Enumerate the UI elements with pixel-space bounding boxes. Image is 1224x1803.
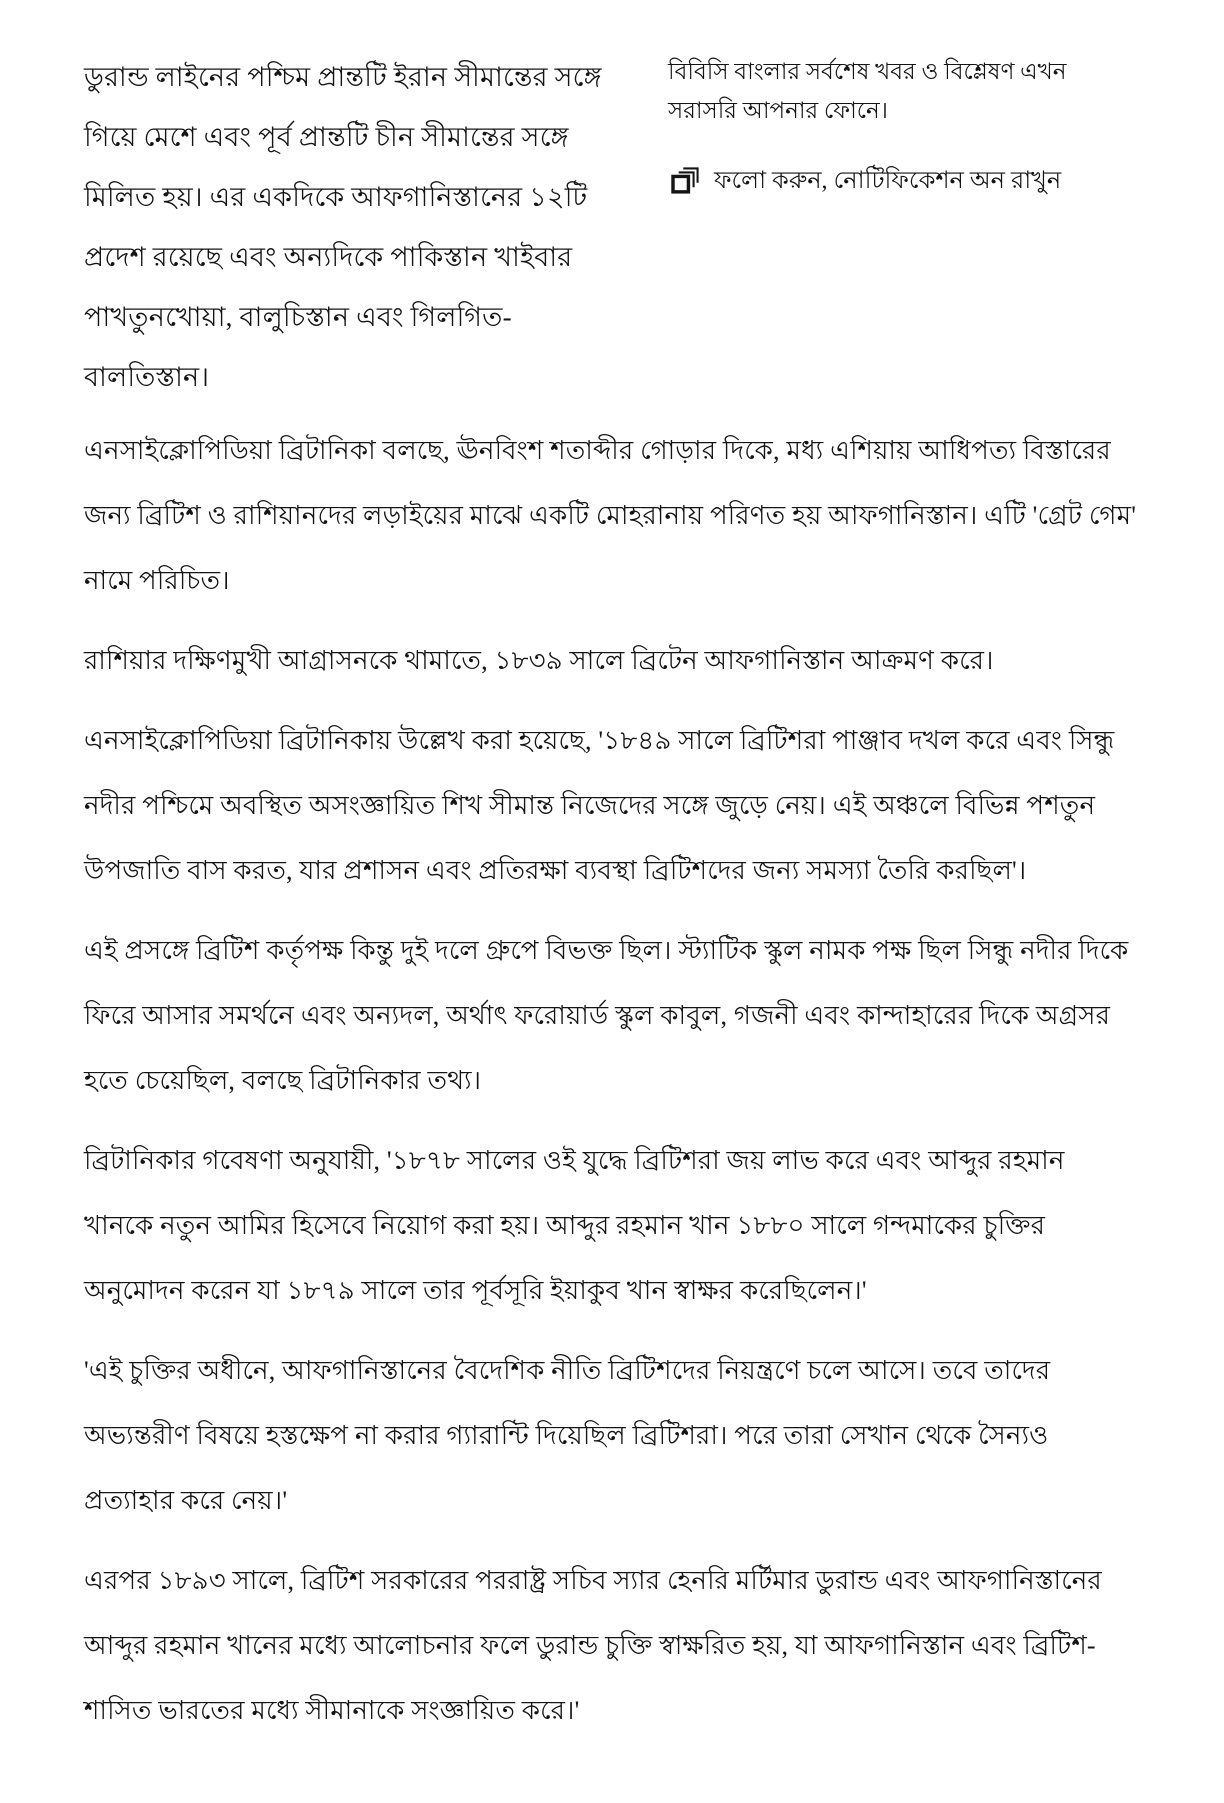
article-body xyxy=(84,418,1140,1743)
layers-icon xyxy=(668,164,702,198)
article-paragraph: এনসাইক্লোপিডিয়া ব্রিটানিকা বলছে, ঊনবিংশ শতাব্দীর গোড়ার দিকে, মধ্য এশিয়ায় আধিপত্য বিস্তারের জন্য ব্রিটিশ ও রাশিয়ানদের লড়াইয়ের মাঝে একটি মোহরানায় পরিণত হয় আফগানিস্তান। এটি 'গ্রেট গেম' নামে পরিচিত। xyxy=(84,435,1137,595)
follow-link[interactable] xyxy=(668,164,1061,198)
follow-promo xyxy=(668,48,1140,198)
article-paragraph: এরপর ১৮৯৩ সালে, ব্রিটিশ সরকারের পররাষ্ট্র সচিব স্যার হেনরি মর্টিমার ডুরান্ড এবং আফগানিস্তানের আব্দুর রহমান খানের মধ্যে আলোচনার ফলে ডুরান্ড চুক্তি স্বাক্ষরিত হয়, যা আফগানিস্তান এবং ব্রিটিশ-শাসিত ভারতের মধ্যে সীমানাকে সংজ্ঞায়িত করে।' xyxy=(84,1565,1102,1725)
promo-text: বিবিসি বাংলার সর্বশেষ খবর ও বিশ্লেষণ এখন সরাসরি আপনার ফোনে। xyxy=(668,59,1067,124)
article-paragraph: এনসাইক্লোপিডিয়া ব্রিটানিকায় উল্লেখ করা হয়েছে, '১৮৪৯ সালে ব্রিটিশরা পাঞ্জাব দখল করে এবং সিন্ধু নদীর পশ্চিমে অবস্থিত অসংজ্ঞায়িত শিখ সীমান্ত নিজেদের সঙ্গে জুড়ে নেয়। এই অঞ্চলে বিভিন্ন পশতুন উপজাতি বাস করত, যার প্রশাসন এবং প্রতিরক্ষা ব্যবস্থা ব্রিটিশদের জন্য সমস্যা তৈরি করছিল'। xyxy=(84,725,1115,885)
intro-row xyxy=(84,48,1140,408)
article-paragraph: 'এই চুক্তির অধীনে, আফগানিস্তানের বৈদেশিক নীতি ব্রিটিশদের নিয়ন্ত্রণে চলে আসে। তবে তাদের অভ্যন্তরীণ বিষয়ে হস্তক্ষেপ না করার গ্যারান্টি দিয়েছিল ব্রিটিশরা। পরে তারা সেখান থেকে সৈন্যও প্রত্যাহার করে নেয়।' xyxy=(84,1355,1051,1515)
article-paragraph: এই প্রসঙ্গে ব্রিটিশ কর্তৃপক্ষ কিন্তু দুই দলে গ্রুপে বিভক্ত ছিল। স্ট্যাটিক স্কুল নামক পক্ষ ছিল সিন্ধু নদীর দিকে ফিরে আসার সমর্থনে এবং অন্যদল, অর্থাৎ ফরোয়ার্ড স্কুল কাবুল, গজনী এবং কান্দাহারের দিকে অগ্রসর হতে চেয়েছিল, বলছে ব্রিটানিকার তথ্য। xyxy=(84,935,1129,1095)
article-paragraph: রাশিয়ার দক্ষিণমুখী আগ্রাসনকে থামাতে, ১৮৩৯ সালে ব্রিটেন আফগানিস্তান আক্রমণ করে। xyxy=(84,645,994,675)
article-paragraph: ব্রিটানিকার গবেষণা অনুযায়ী, '১৮৭৮ সালের ওই যুদ্ধে ব্রিটিশরা জয় লাভ করে এবং আব্দুর রহমান খানকে নতুন আমির হিসেবে নিয়োগ করা হয়। আব্দুর রহমান খান ১৮৮০ সালে গন্দমাকের চুক্তির অনুমোদন করেন যা ১৮৭৯ সালে তার পূর্বসূরি ইয়াকুব খান স্বাক্ষর করেছিলেন।' xyxy=(84,1145,1065,1305)
follow-label: ফলো করুন, নোটিফিকেশন অন রাখুন xyxy=(714,167,1062,194)
intro-paragraph: ডুরান্ড লাইনের পশ্চিম প্রান্তটি ইরান সীমান্তের সঙ্গে গিয়ে মেশে এবং পূর্ব প্রান্তটি চীন সীমান্তের সঙ্গে মিলিত হয়। এর একদিকে আফগানিস্তানের ১২টি প্রদেশ রয়েছে এবং অন্যদিকে পাকিস্তান খাইবার পাখতুনখোয়া, বালুচিস্তান এবং গিলগিত-বালতিস্তান। xyxy=(84,62,602,392)
